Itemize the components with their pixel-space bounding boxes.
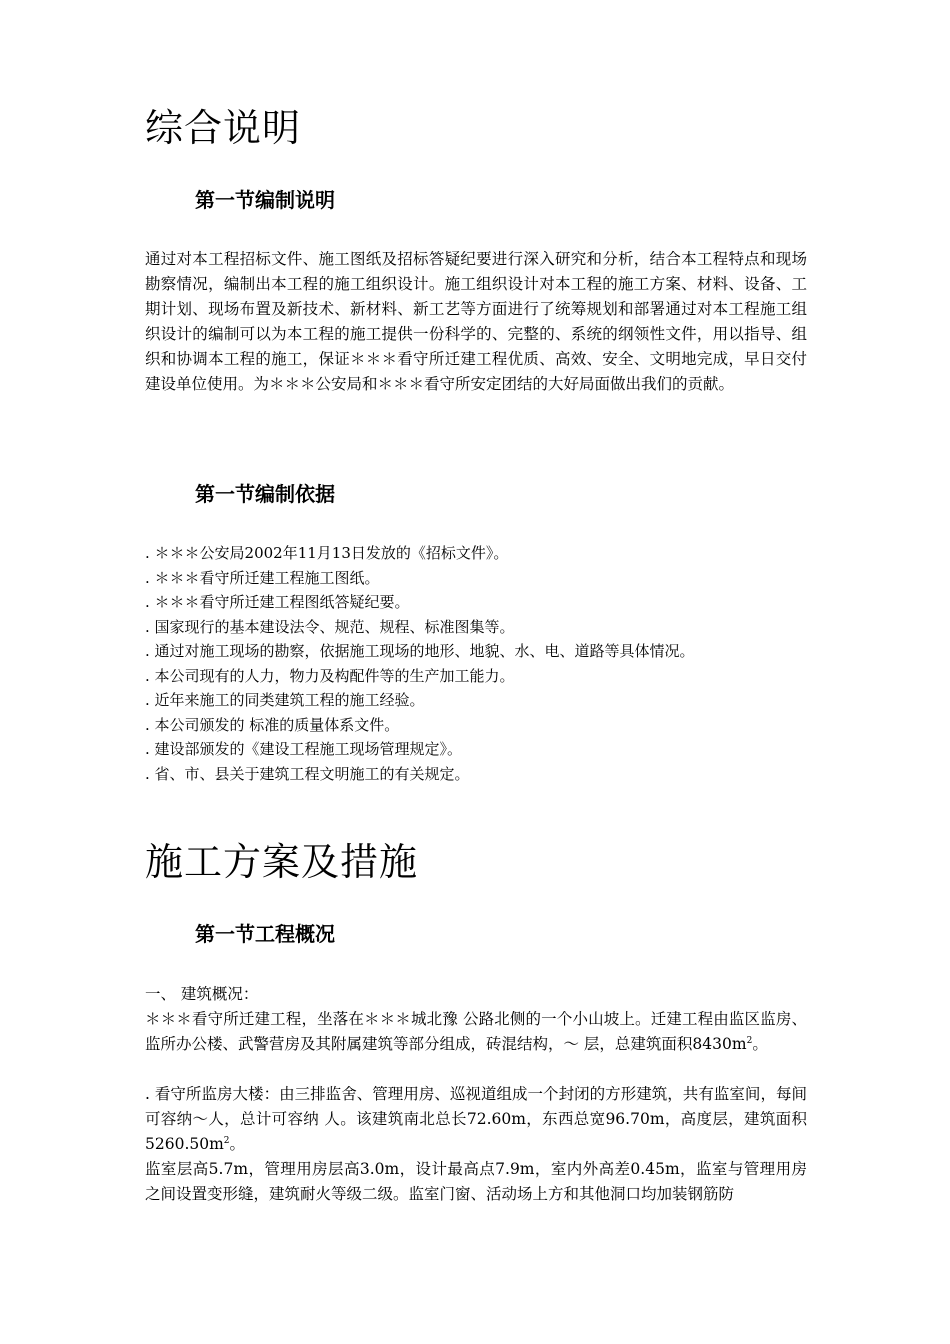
list-item: . ＊＊＊看守所迁建工程施工图纸。 [145, 568, 380, 587]
list-item: . 近年来施工的同类建筑工程的施工经验。 [145, 691, 425, 709]
subheading-project-overview: 第一节工程概况 [195, 922, 335, 946]
basis-list [145, 541, 807, 786]
subheading-compilation-notes: 第一节编制说明 [195, 188, 335, 212]
heading-construction-plan: 施工方案及措施 [145, 840, 419, 884]
superscript: 2 [746, 1035, 753, 1046]
overview-2-text: . 看守所监房大楼：由三排监舍、管理用房、巡视道组成一个封闭的方形建筑，共有监室间，每间可容纳～人，总计可容纳 人。该建筑南北总长72.60m，东西总宽96.70m，高度层，建筑面积5260.50m [145, 1085, 807, 1153]
list-item: . 本公司颁发的 标准的质量体系文件。 [145, 715, 400, 734]
list-item: . 通过对施工现场的勘察，依据施工现场的地形、地貌、水、电、道路等具体情况。 [145, 642, 695, 660]
overview-title: 一、 建筑概况： [145, 985, 259, 1003]
list-item: . 建设部颁发的《建设工程施工现场管理规定》。 [145, 740, 463, 758]
list-item: . 省、市、县关于建筑工程文明施工的有关规定。 [145, 764, 470, 783]
overview-1-end: 。 [752, 1035, 768, 1053]
overview-1-text: ＊＊＊看守所迁建工程，坐落在＊＊＊城北豫 公路北侧的一个小山坡上。迁建工程由监区监房、监所办公楼、武警营房及其附属建筑等部分组成，砖混结构，～ 层，总建筑面积8430m [145, 1010, 807, 1053]
list-item: . 本公司现有的人力，物力及构配件等的生产加工能力。 [145, 666, 515, 685]
list-item: . ＊＊＊看守所迁建工程图纸答疑纪要。 [145, 593, 410, 611]
subheading-compilation-basis: 第一节编制依据 [195, 482, 335, 506]
paragraph-overview-1 [145, 1007, 807, 1057]
paragraph-overview-2 [145, 1082, 807, 1157]
list-item: . ＊＊＊公安局2002年11月13日发放的《招标文件》。 [145, 544, 509, 562]
overview-2-end: 。 [229, 1135, 246, 1153]
heading-general-description: 综合说明 [145, 106, 302, 150]
paragraph-compilation-notes: 通过对本工程招标文件、施工图纸及招标答疑纪要进行深入研究和分析，结合本工程特点和现场勘察情况，编制出本工程的施工组织设计。施工组织设计对本工程的施工方案、材料、设备、工期计划、现场布置及新技术、新材料、新工艺等方面进行了统筹规划和部署通过对本工程施工组织设计的编制可以为本工程的施工提供一份科学的、完整的、系统的纲领性文件，用以指导、组织和协调本工程的施工，保证＊＊＊看守所迁建工程优质、高效、安全、文明地完成，早日交付建设单位使用。为＊＊＊公安局和＊＊＊看守所安定团结的大好局面做出我们的贡献。 [145, 250, 807, 393]
superscript: 2 [223, 1135, 230, 1146]
list-item: . 国家现行的基本建设法令、规范、规程、标准图集等。 [145, 617, 515, 636]
paragraph-overview-3: 监室层高5.7m，管理用房层高3.0m，设计最高点7.9m，室内外高差0.45m，监室与管理用房之间设置变形缝，建筑耐火等级二级。监室门窗、活动场上方和其他洞口均加装钢筋防 [145, 1160, 807, 1203]
